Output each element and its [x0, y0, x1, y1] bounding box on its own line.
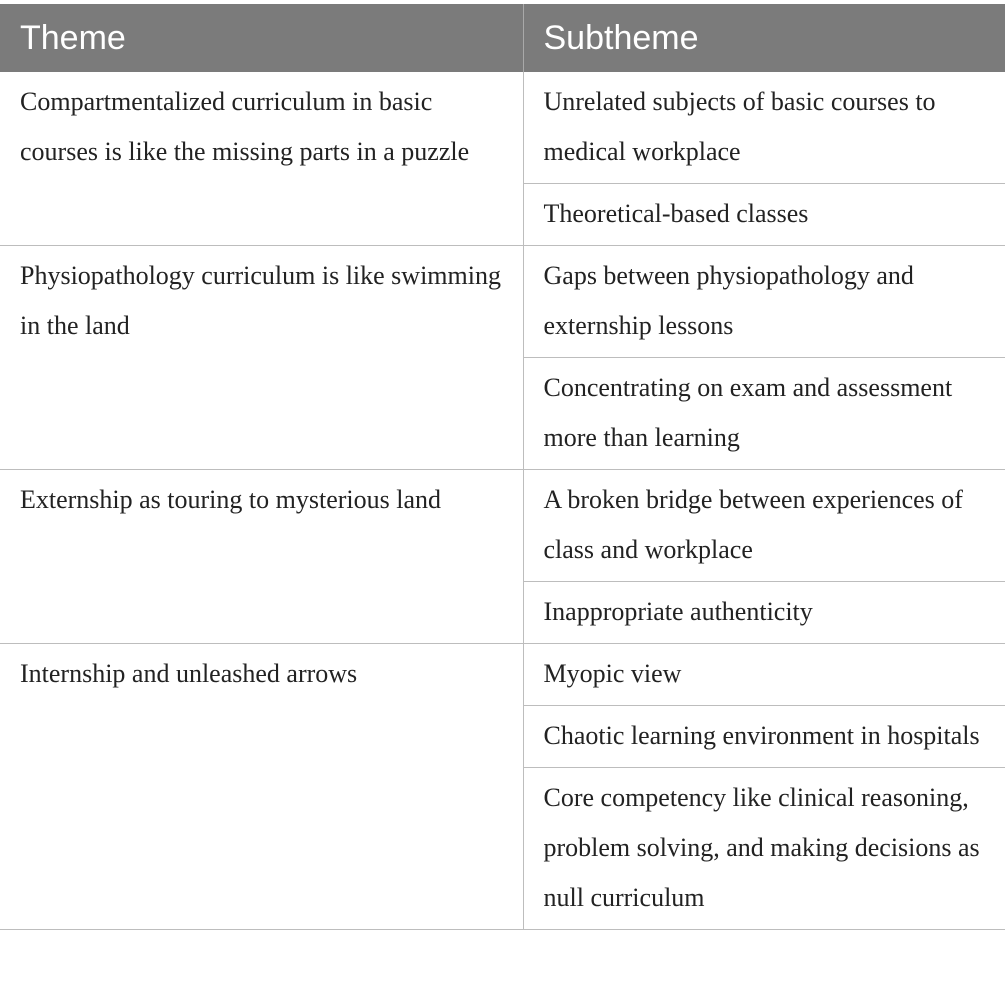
subtheme-cell: Chaotic learning environment in hospitals — [523, 706, 1005, 768]
subtheme-cell: Inappropriate authenticity — [523, 582, 1005, 644]
subtheme-cell: Core competency like clinical reasoning, problem solving, and making decisions as null curriculum — [523, 768, 1005, 930]
theme-cell: Compartmentalized curriculum in basic courses is like the missing parts in a puzzle — [0, 72, 523, 246]
table-row — [0, 470, 1005, 582]
subtheme-cell: Myopic view — [523, 644, 1005, 706]
header-subtheme: Subtheme — [523, 4, 1005, 72]
table-row — [0, 72, 1005, 184]
subtheme-cell: Concentrating on exam and assessment more than learning — [523, 358, 1005, 470]
theme-cell: Externship as touring to mysterious land — [0, 470, 523, 644]
table-row — [0, 246, 1005, 358]
subtheme-cell: Theoretical-based classes — [523, 184, 1005, 246]
theme-cell: Physiopathology curriculum is like swimming in the land — [0, 246, 523, 470]
table-row — [0, 644, 1005, 706]
header-theme: Theme — [0, 4, 523, 72]
table-container — [0, 4, 1005, 930]
subtheme-cell: Gaps between physiopathology and externship lessons — [523, 246, 1005, 358]
theme-cell: Internship and unleashed arrows — [0, 644, 523, 930]
table-header-row — [0, 4, 1005, 72]
themes-table — [0, 4, 1005, 930]
subtheme-cell: Unrelated subjects of basic courses to medical workplace — [523, 72, 1005, 184]
subtheme-cell: A broken bridge between experiences of class and workplace — [523, 470, 1005, 582]
